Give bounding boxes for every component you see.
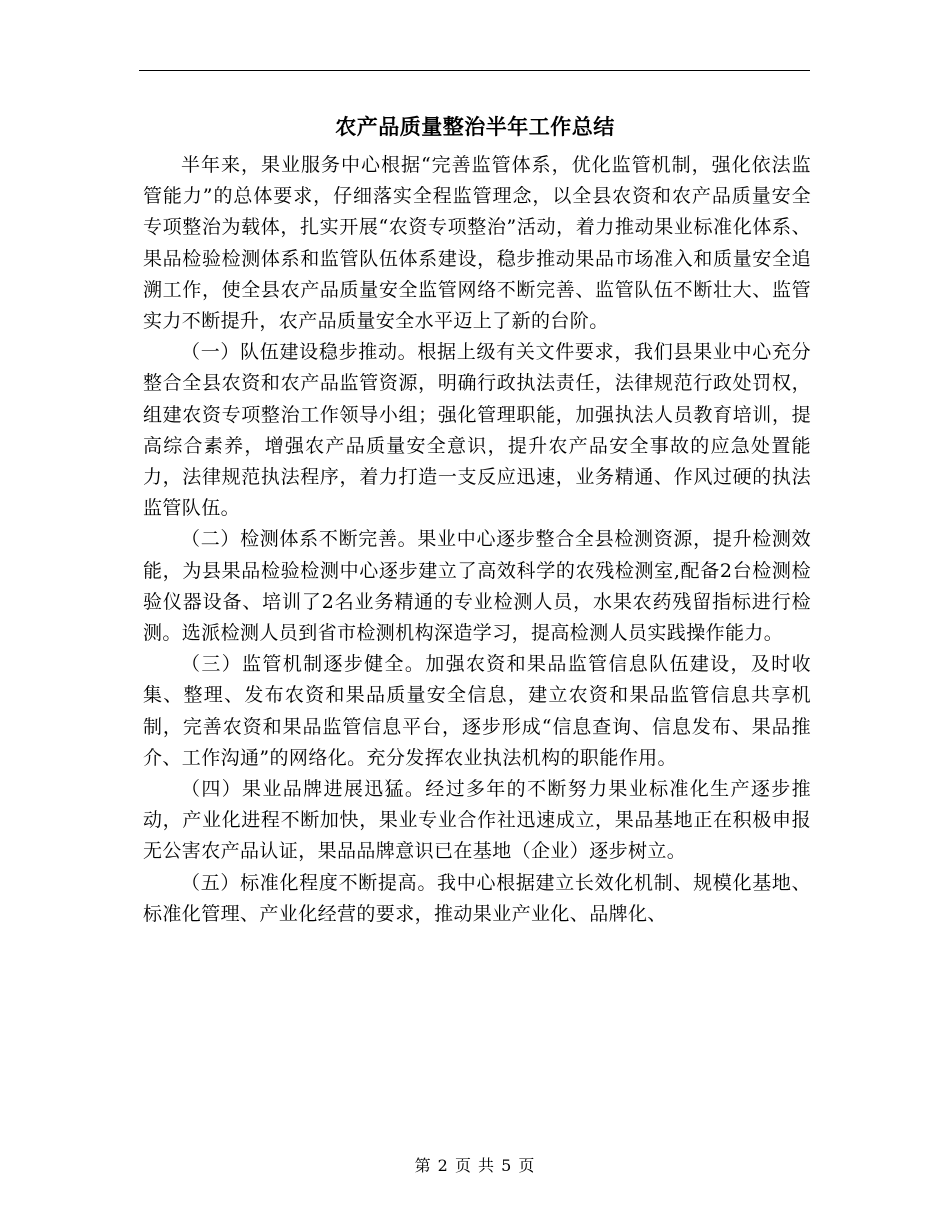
document-body (143, 150, 811, 930)
paragraph-testing-system: （二）检测体系不断完善。果业中心逐步整合全县检测资源，提升检测效能，为县果品检验检测中心逐步建立了高效科学的农残检测室,配备2台检测检验仪器设备、培训了2名业务精通的专业检测人员，水果农药残留指标进行检测。选派检测人员到省市检测机构深造学习，提高检测人员实践操作能力。 (143, 528, 811, 645)
paragraph-intro: 半年来，果业服务中心根据“完善监管体系，优化监管机制，强化依法监管能力”的总体要求，仔细落实全程监管理念，以全县农资和农产品质量安全专项整治为载体，扎实开展“农资专项整治”活动，着力推动果业标准化体系、果品检验检测体系和监管队伍体系建设，稳步推动果品市场准入和质量安全追溯工作，使全县农产品质量安全监管网络不断完善、监管队伍不断壮大、监管实力不断提升，农产品质量安全水平迈上了新的台阶。 (143, 154, 811, 333)
paragraph-team-building: （一）队伍建设稳步推动。根据上级有关文件要求，我们县果业中心充分整合全县农资和农产品监管资源，明确行政执法责任，法律规范行政处罚权，组建农资专项整治工作领导小组；强化管理职能，加强执法人员教育培训，提高综合素养，增强农产品质量安全意识，提升农产品安全事故的应急处置能力，法律规范执法程序，着力打造一支反应迅速，业务精通、作风过硬的执法监管队伍。 (143, 341, 811, 520)
paragraph-standardization: （五）标准化程度不断提高。我中心根据建立长效化机制、规模化基地、标准化管理、产业化经营的要求，推动果业产业化、品牌化、 (143, 871, 811, 925)
page-number: 第 2 页 共 5 页 (414, 1156, 536, 1175)
document-title: 农产品质量整治半年工作总结 (335, 115, 615, 139)
paragraph-fruit-brand: （四）果业品牌进展迅猛。经过多年的不断努力果业标准化生产逐步推动，产业化进程不断加快，果业专业合作社迅速成立，果品基地正在积极申报无公害农产品认证，果品品牌意识已在基地（企业）逐步树立。 (143, 778, 811, 863)
header-rule (139, 70, 810, 71)
paragraph-supervision-mechanism: （三）监管机制逐步健全。加强农资和果品监管信息队伍建设，及时收集、整理、发布农资和果品质量安全信息，建立农资和果品监管信息共享机制，完善农资和果品监管信息平台，逐步形成“信息查询、信息发布、果品推介、工作沟通”的网络化。充分发挥农业执法机构的职能作用。 (143, 653, 811, 769)
